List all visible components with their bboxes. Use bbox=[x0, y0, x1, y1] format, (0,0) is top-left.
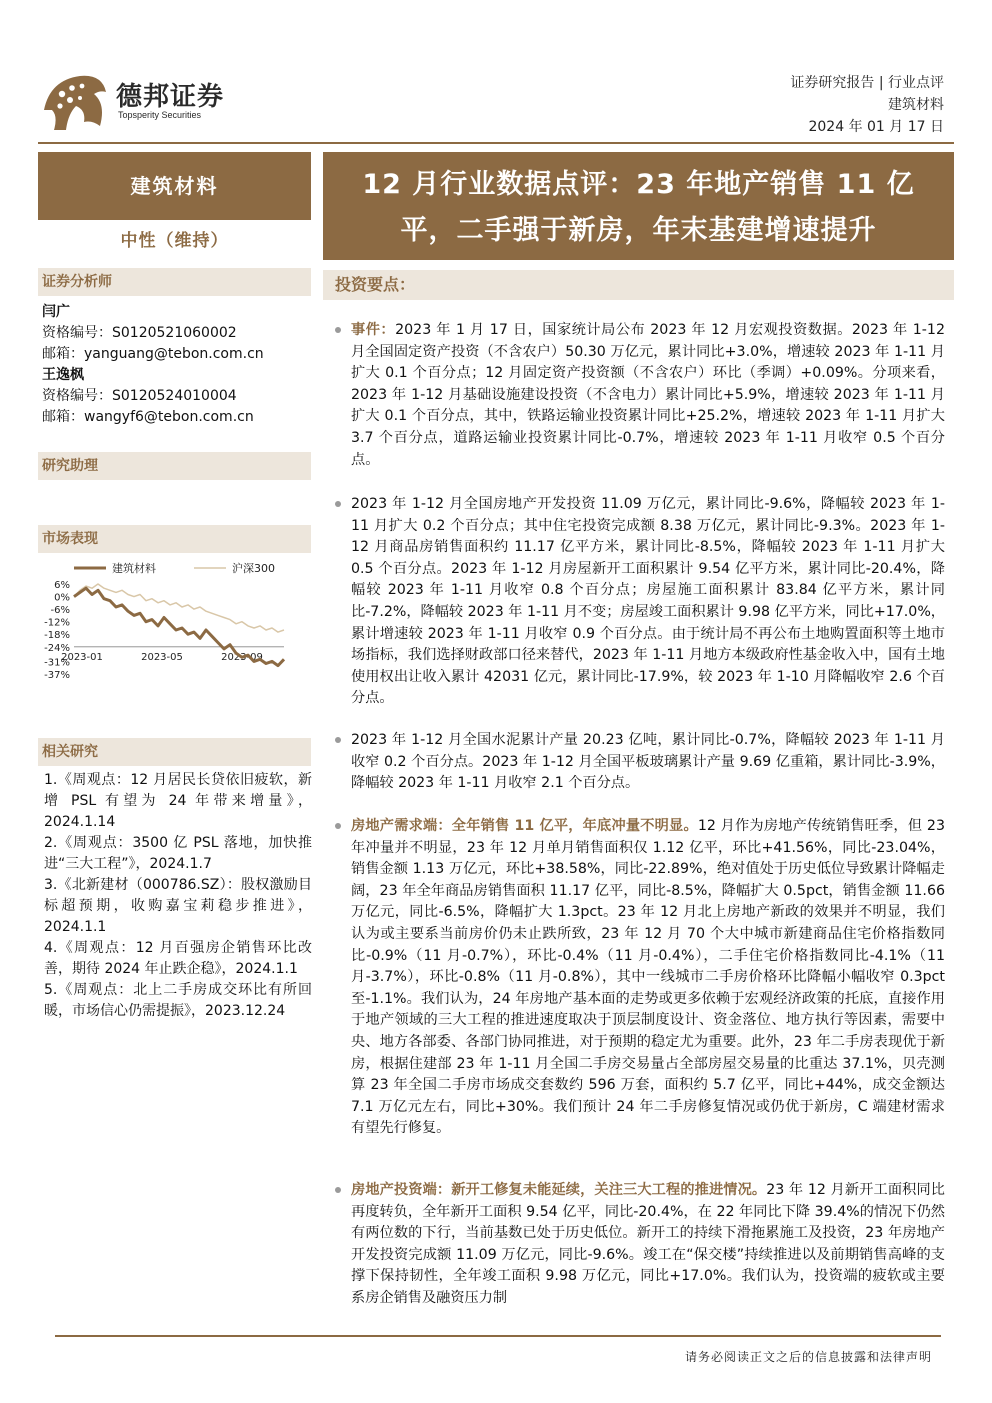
y-tick-label: 0% bbox=[54, 592, 70, 604]
research-item[interactable]: 2.《周观点：3500 亿 PSL 落地，加快推进“三大工程”》，2024.1.7 bbox=[44, 835, 312, 872]
bullet-icon bbox=[335, 501, 341, 507]
y-tick-label: -31% bbox=[44, 657, 70, 669]
related-research-list bbox=[44, 770, 312, 1022]
legend-label: 沪深300 bbox=[232, 562, 275, 575]
paragraph-lead: 房地产需求端：全年销售 11 亿平，年底冲量不明显。 bbox=[351, 818, 698, 834]
market-performance-chart bbox=[38, 556, 311, 696]
paragraph-text: 2023 年 1-12 月全国房地产开发投资 11.09 万亿元，累计同比-9.6%，降幅较 2023 年 1-11 月扩大 0.2 个百分点；其中住宅投资完成额 8.38 万亿元，累计同比-9.3%。2023 年 1-12 月商品房销售面积约 11.17 亿平方米，累计同比-8.5%，降幅较 2023 年 1-11 月扩大 0.5 个百分点。2023 年 1-12 月房屋新开工面积累计 9.54 亿平方米，累计同比-20.4%，降幅较 2023 年 1-11 月收窄 0.8 个百分点；房屋施工面积累计 83.84 亿平方米，累计同比-7.2%，降幅较 2023 年 1-11 月不变；房屋竣工面积累计 9.98 亿平方米，同比+17.0%，累计增速较 2023 年 1-11 月收窄 0.9 个百分点。由于统计局不再公布土地购置面积等土地市场指标，我们选择财政部口径来替代，2023 年 1-11 月地方本级政府性基金收入中，国有土地使用权出让收入累计 42031 亿元，累计同比-17.9%，较 2023 年 1-10 月降幅收窄 2.6 个百分点。 bbox=[351, 496, 945, 707]
header-divider bbox=[38, 142, 954, 144]
x-tick-label: 2023-09 bbox=[221, 651, 263, 663]
bullet-icon bbox=[335, 823, 341, 829]
paragraph-lead: 房地产投资端：新开工修复未能延续，关注三大工程的推进情况。 bbox=[351, 1182, 767, 1198]
analyst-cert: 资格编号：S0120524010004 bbox=[42, 388, 237, 404]
disclaimer[interactable]: 请务必阅读正文之后的信息披露和法律声明 bbox=[684, 1350, 932, 1364]
research-item[interactable]: 4.《周观点：12 月百强房企销售环比改善，期待 2024 年止跌企稳》，2024.1.1 bbox=[44, 940, 312, 977]
key-point-paragraph bbox=[333, 320, 945, 471]
report-sector: 建筑材料 bbox=[888, 97, 944, 113]
brand-logo bbox=[40, 70, 270, 140]
report-title bbox=[323, 152, 954, 260]
paragraph-text: 23 年 12 月新开工面积同比再度转负，全年新开工面积 9.54 亿平，同比-20.4%，在 22 年同比下降 39.4%的情况下仍然有两位数的下行，当前基数已处于历史低位。新开工的持续下滑拖累施工及投资，23 年房地产开发投资完成额 11.09 万亿元，同比-9.6%。竣工在“保交楼”持续推进以及前期销售高峰的支撑下保持韧性，全年竣工面积 9.98 万亿元，同比+17.0%。我们认为，投资端的疲软或主要系房企销售及融资压力制 bbox=[351, 1182, 945, 1306]
y-tick-label: -24% bbox=[44, 642, 70, 654]
bullet-icon bbox=[335, 1187, 341, 1193]
paragraph-text: 2023 年 1 月 17 日，国家统计局公布 2023 年 12 月宏观投资数据。2023 年 1-12 月全国固定资产投资（不含农户）50.30 万亿元，累计同比+3.0%，增速较 2023 年 1-11 月扩大 0.1 个百分点；12 月固定资产投资额（不含农户）环比（季调）+0.09%。分项来看，2023 年 1-12 月基础设施建设投资（不含电力）累计同比+5.9%，增速较 2023 年 1-11 月扩大 0.1 个百分点，其中，铁路运输业投资累计同比+25.2%，增速较 2023 年 1-11 月扩大 3.7 个百分点，道路运输业投资累计同比-0.7%，增速较 2023 年 1-11 月收窄 0.5 个百分点。 bbox=[351, 322, 945, 468]
report-type: 证券研究报告 | 行业点评 bbox=[790, 75, 944, 91]
brand-name: 德邦证券 bbox=[116, 82, 225, 112]
analyst-cert: 资格编号：S0120521060002 bbox=[42, 325, 237, 341]
chart-svg bbox=[38, 556, 311, 696]
y-tick-label: 6% bbox=[54, 580, 70, 591]
market-section-head: 市场表现 bbox=[38, 525, 311, 553]
analyst-name: 闫广 bbox=[42, 304, 70, 320]
sector-banner: 建筑材料 bbox=[38, 152, 311, 220]
analyst-section-head: 证券分析师 bbox=[38, 268, 311, 296]
research-item[interactable]: 3.《北新建材（000786.SZ）：股权激励目标超预期，收购嘉宝莉稳步推进》，2024.1.1 bbox=[44, 877, 312, 935]
research-item[interactable]: 1.《周观点：12 月居民长贷依旧疲软，新增 PSL 有望为 24 年带来增量》，2024.1.14 bbox=[44, 772, 312, 830]
y-tick-label: -12% bbox=[44, 617, 70, 629]
analyst-email[interactable]: 邮箱：yanguang@tebon.com.cn bbox=[42, 346, 264, 362]
y-tick-label: -18% bbox=[44, 630, 70, 642]
report-meta bbox=[790, 72, 944, 138]
key-point-paragraph bbox=[333, 730, 945, 795]
brand-name-en: Topsperity Securities bbox=[118, 110, 202, 120]
y-tick-label: -6% bbox=[50, 605, 70, 617]
bullet-icon bbox=[335, 737, 341, 743]
leopard-logo-icon bbox=[40, 70, 110, 136]
title-line-1: 12 月行业数据点评：23 年地产销售 11 亿 bbox=[362, 169, 915, 200]
footer-divider bbox=[55, 1335, 941, 1337]
bullet-icon bbox=[335, 327, 341, 333]
report-date: 2024 年 01 月 17 日 bbox=[808, 119, 944, 135]
analyst-list bbox=[42, 302, 312, 428]
key-point-paragraph bbox=[333, 494, 945, 710]
paragraph-text: 12 月作为房地产传统销售旺季，但 23 年冲量并不明显，23 年 12 月单月销售面积仅 1.12 亿平，环比+41.56%，同比-23.04%，销售金额 1.13 万亿元，环比+38.58%，同比-22.89%，绝对值处于历史低位导致累计降幅走阔，23 年全年商品房销售面积 11.17 亿平，同比-8.5%，降幅扩大 0.5pct，销售金额 11.66 万亿元，同比-6.5%，降幅扩大 1.3pct。23 年 12 月北上房地产新政的效果并不明显，我们认为或主要系当前房价仍未止跌所致，23 年 12 月 70 个大中城市新建商品住宅价格指数同比-0.9%（11 月-0.7%），环比-0.4%（11 月-0.4%），二手住宅价格指数同比-4.1%（11 月-3.7%），环比-0.8%（11 月-0.8%），其中一线城市二手房价格环比降幅小幅收窄 0.3pct 至-1.1%。我们认为，24 年房地产基本面的走势或更多依赖于宏观经济政策的托底，直接作用于地产领域的三大工程的推进速度取决于顶层制度设计、资金落位、地方执行等因素，需要中央、地方各部委、各部门协同推进，对于预期的稳定尤为重要。此外，23 年二手房表现优于新房，根据住建部 23 年 1-11 月全国二手房交易量占全部房屋交易量的比重达 37.1%，贝壳测算 23 年全国二手房市场成交套数约 596 万套，面积约 5.7 亿平，同比+44%，成交金额达 7.1 万亿元左右，同比+30%。我们预计 24 年二手房修复情况或仍优于新房，C 端建材需求有望先行修复。 bbox=[351, 818, 945, 1137]
y-tick-label: -37% bbox=[44, 670, 70, 681]
series-line bbox=[74, 584, 284, 632]
analyst-name: 王逸枫 bbox=[42, 367, 84, 383]
key-points-head: 投资要点： bbox=[323, 270, 954, 300]
paragraph-lead: 事件： bbox=[351, 322, 396, 338]
analyst-email[interactable]: 邮箱：wangyf6@tebon.com.cn bbox=[42, 409, 254, 425]
assistant-section-head: 研究助理 bbox=[38, 452, 311, 480]
research-section-head: 相关研究 bbox=[38, 738, 311, 766]
title-line-2: 平，二手强于新房，年末基建增速提升 bbox=[400, 215, 877, 246]
paragraph-text: 2023 年 1-12 月全国水泥累计产量 20.23 亿吨，累计同比-0.7%，降幅较 2023 年 1-11 月收窄 0.2 个百分点。2023 年 1-12 月全国平板玻璃累计产量 9.69 亿重箱，累计同比-3.9%，降幅较 2023 年 1-11 月收窄 2.1 个百分点。 bbox=[351, 732, 945, 792]
legend-label: 建筑材料 bbox=[112, 562, 156, 575]
rating: 中性（维持） bbox=[120, 231, 229, 251]
key-point-paragraph bbox=[333, 1180, 945, 1310]
x-tick-label: 2023-05 bbox=[141, 651, 183, 663]
key-point-paragraph bbox=[333, 816, 945, 1140]
research-item[interactable]: 5.《周观点：北上二手房成交环比有所回暖，市场信心仍需提振》，2023.12.24 bbox=[44, 982, 312, 1019]
x-tick-label: 2023-01 bbox=[61, 651, 103, 663]
